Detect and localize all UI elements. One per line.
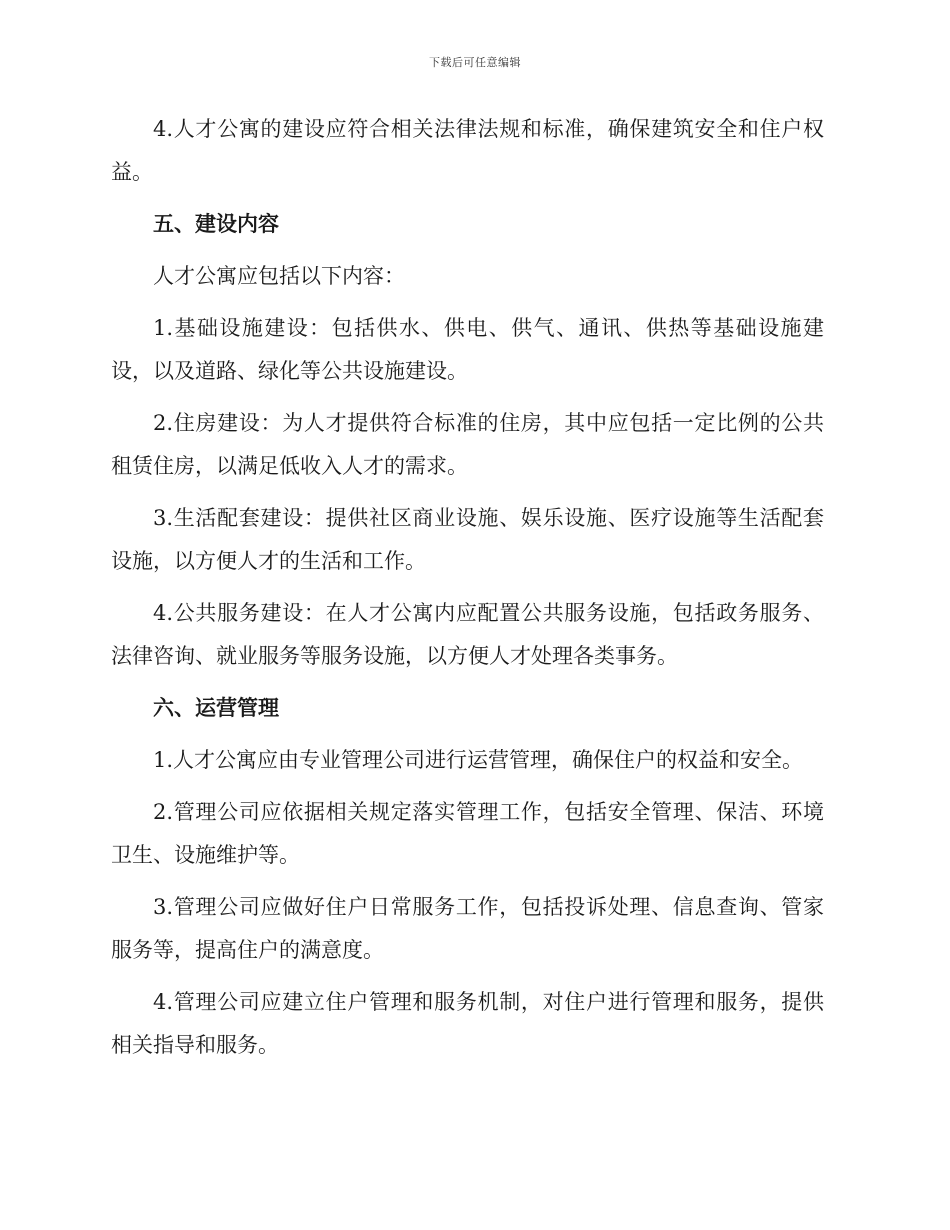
paragraph-operations-2: 2.管理公司应依据相关规定落实管理工作，包括安全管理、保洁、环境卫生、设施维护等。 <box>111 800 824 867</box>
paragraph-operations-4: 4.管理公司应建立住户管理和服务机制，对住户进行管理和服务，提供相关指导和服务。 <box>111 990 824 1057</box>
paragraph-construction-standards: 4.人才公寓的建设应符合相关法律法规和标准，确保建筑安全和住户权益。 <box>111 117 824 184</box>
header-note: 下载后可任意编辑 <box>429 56 521 69</box>
paragraph-infrastructure: 1.基础设施建设：包括供水、供电、供气、通讯、供热等基础设施建设，以及道路、绿化等公共设施建设。 <box>111 316 824 383</box>
paragraph-intro: 人才公寓应包括以下内容： <box>153 264 405 288</box>
paragraph-housing: 2.住房建设：为人才提供符合标准的住房，其中应包括一定比例的公共租赁住房，以满足低收入人才的需求。 <box>111 411 824 478</box>
paragraph-operations-3: 3.管理公司应做好住户日常服务工作，包括投诉处理、信息查询、管家服务等，提高住户的满意度。 <box>111 895 824 962</box>
paragraph-living-facilities: 3.生活配套建设：提供社区商业设施、娱乐设施、医疗设施等生活配套设施，以方便人才的生活和工作。 <box>111 506 824 573</box>
paragraph-public-services: 4.公共服务建设：在人才公寓内应配置公共服务设施，包括政务服务、法律咨询、就业服务等服务设施，以方便人才处理各类事务。 <box>111 601 824 668</box>
section-heading-construction-content: 五、建设内容 <box>153 212 279 236</box>
document-body <box>111 108 824 1076</box>
section-heading-operations: 六、运营管理 <box>153 696 279 720</box>
paragraph-operations-1: 1.人才公寓应由专业管理公司进行运营管理，确保住户的权益和安全。 <box>153 748 804 772</box>
